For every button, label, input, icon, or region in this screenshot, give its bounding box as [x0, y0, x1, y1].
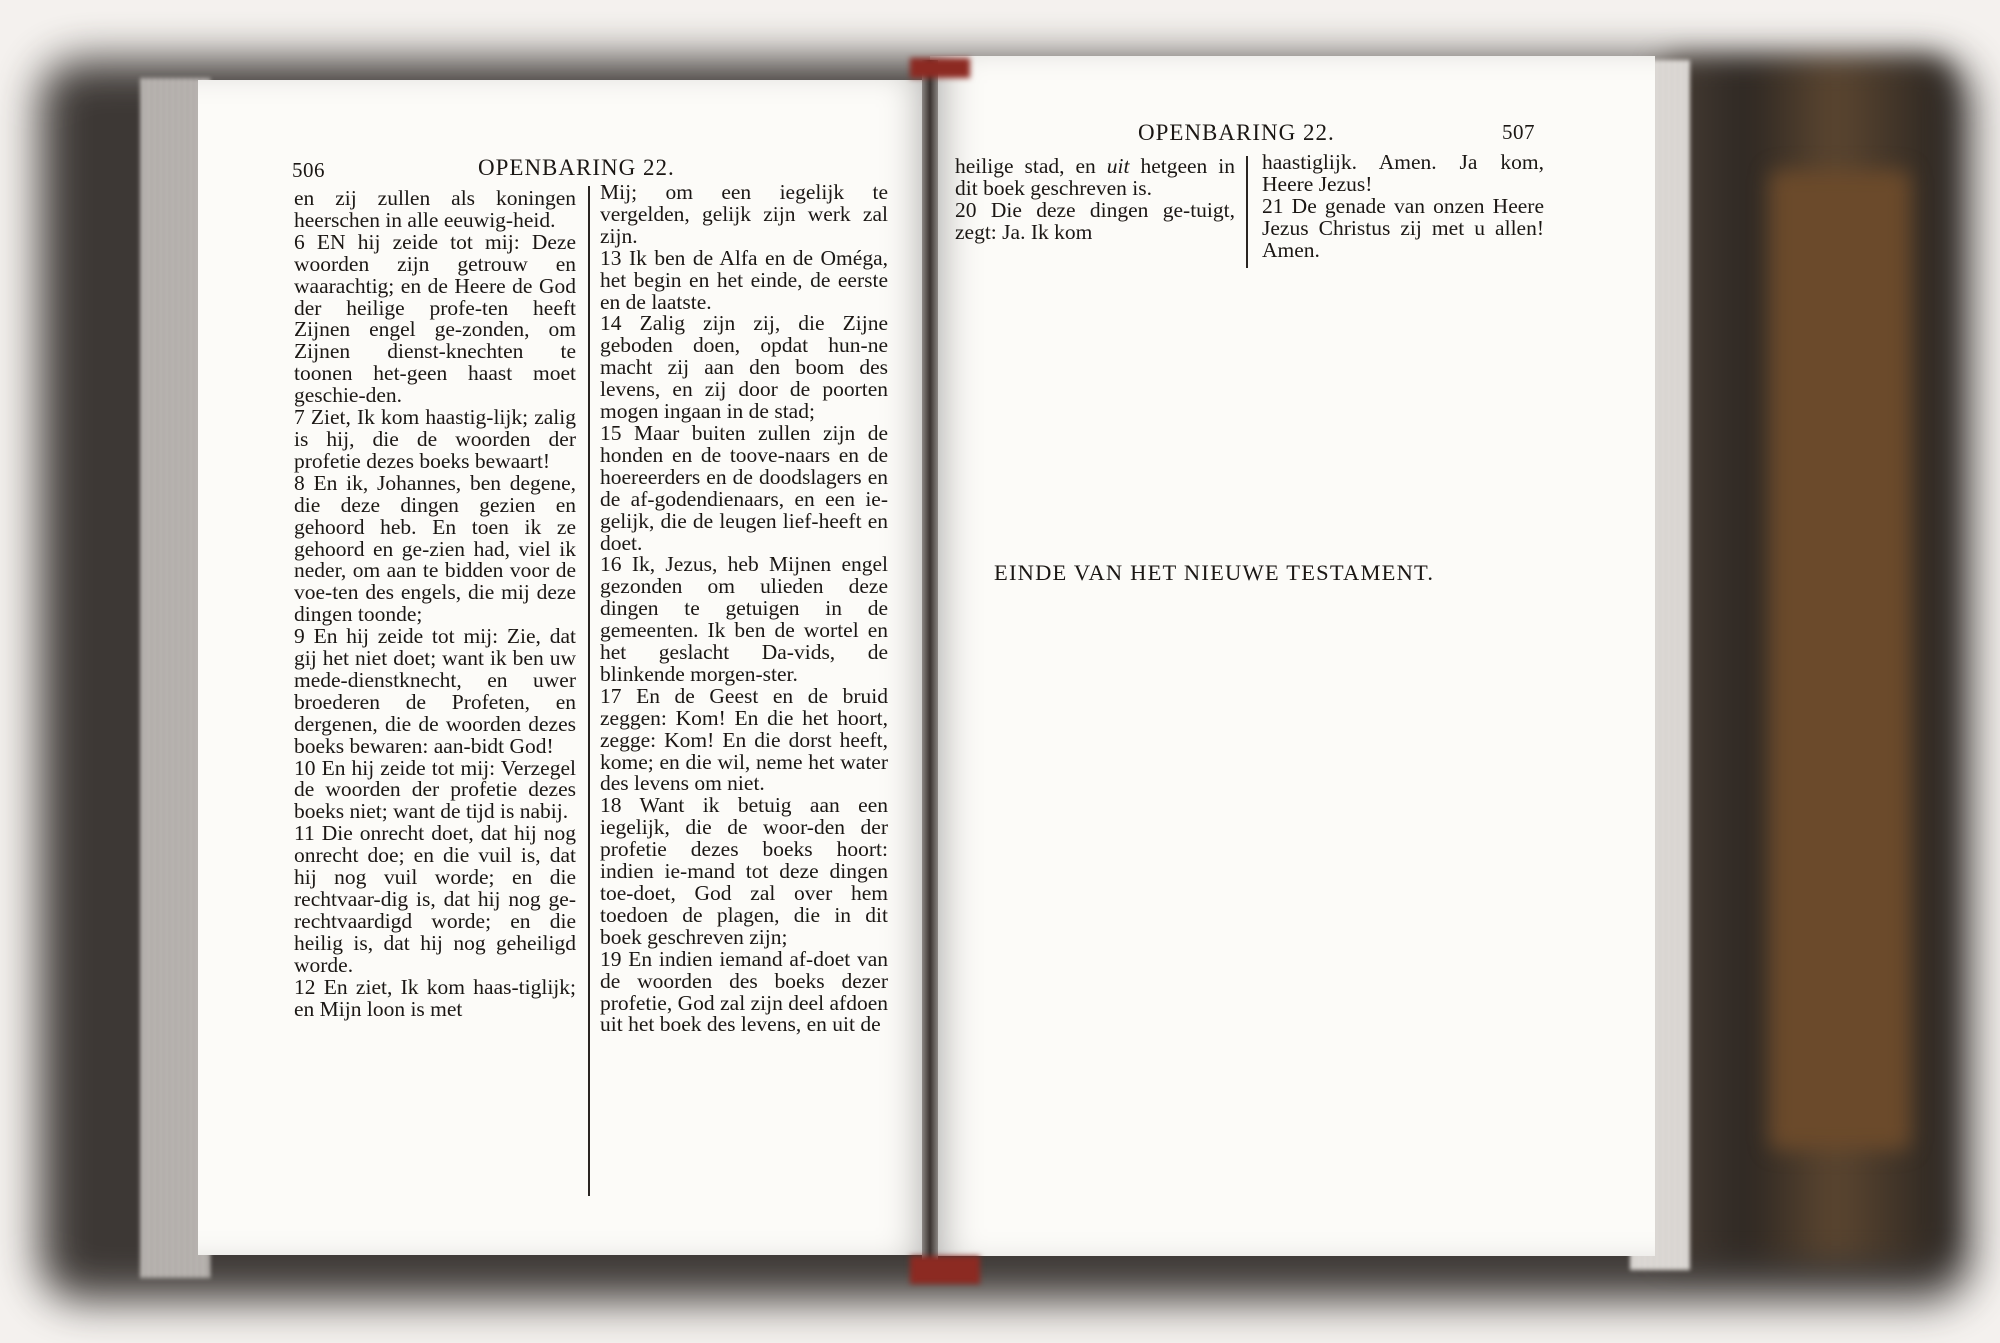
- running-head-right: OPENBARING 22.: [1138, 120, 1335, 145]
- verse-text: heilige stad, en uit hetgeen in dit boek geschreven is.: [955, 154, 1236, 200]
- verse-8: 8 En ik, Johannes, ben degene, die deze dingen gezien en gehoord heb. En toen ik ze gehoord en ge-zien had, viel ik neder, om aan te bidden voor de voe-ten des engels, die mij deze dingen toonde;: [294, 470, 576, 627]
- verse-15: 15 Maar buiten zullen zijn de honden en de toove-naars en de hoereerders en de doodslagers en de af-godendienaars, en een ie-gelijk, die de leugen lief-heeft en doet.: [600, 420, 888, 555]
- left-page-column-2: [600, 182, 888, 1036]
- bookmark-ribbon-bottom: [910, 1256, 980, 1284]
- left-page-column-1: [294, 188, 576, 1020]
- verse-21: 21 De genade van onzen Heere Jezus Christus zij met u allen! Amen.: [1262, 193, 1544, 262]
- column-rule-right: [1246, 156, 1248, 268]
- verse-19: 19 En indien iemand af-doet van de woorden des boeks dezer profetie, God zal zijn deel afdoen uit het boek des levens, en uit de: [600, 946, 888, 1037]
- verse-20: 20 Die deze dingen ge-tuigt, zegt: Ja. Ik kom: [955, 197, 1235, 244]
- page-number-right: 507: [1502, 120, 1535, 144]
- verse-13: 13 Ik ben de Alfa en de Oméga, het begin en het einde, de eerste en de laatste.: [600, 245, 888, 314]
- verse-18: 18 Want ik betuig aan een iegelijk, die de woor-den der profetie dezes boeks hoort: indien ie-mand tot deze dingen toe-doet, God zal over hem toedoen de plagen, die in dit boek geschreven zijn;: [600, 793, 888, 949]
- verse-7: 7 Ziet, Ik kom haastig-lijk; zalig is hij, die de woorden der profetie dezes boeks bewaart!: [294, 405, 576, 473]
- verse-text: haastiglijk. Amen. Ja kom, Heere Jezus!: [1262, 150, 1544, 196]
- page-number-left: 506: [292, 158, 325, 182]
- verse-16: 16 Ik, Jezus, heb Mijnen engel gezonden om ulieden deze dingen te getuigen in de gemeenten. Ik ben de wortel en het geslacht Da-vids, de blinkende morgen-ster.: [600, 552, 888, 686]
- verse-11: 11 Die onrecht doet, dat hij nog onrecht doe; en die vuil is, dat hij nog vuil worde; en die rechtvaar-dig is, dat hij nog ge-rechtvaardigd worde; en die heilig is, dat hij nog geheiligd worde.: [294, 821, 576, 977]
- verse-9: 9 En hij zeide tot mij: Zie, dat gij het niet doet; want ik ben uw mede-dienstknecht, en uwer broederen de Profeten, en dergenen, die de woorden dezes boeks bewaren: aan-bidt God!: [294, 624, 576, 758]
- book-gutter: [922, 60, 938, 1260]
- bookmark-ribbon-top: [910, 58, 970, 78]
- column-rule-left: [588, 186, 590, 1196]
- verse-text: Mij; om een iegelijk te vergelden, gelijk zijn werk zal zijn.: [600, 180, 888, 248]
- verse-14: 14 Zalig zijn zij, die Zijne geboden doen, opdat hun-ne macht zij aan den boom des levens, en zij door de poorten mogen ingaan in de stad;: [600, 311, 888, 424]
- verse-12: 12 En ziet, Ik kom haas-tiglijk; en Mijn loon is met: [294, 974, 576, 1021]
- running-head-left: OPENBARING 22.: [478, 155, 675, 180]
- verse-text: en zij zullen als koningen heerschen in alle eeuwig-heid.: [294, 186, 576, 232]
- verse-17: 17 En de Geest en de bruid zeggen: Kom! En die het hoort, zegge: Kom! En die dorst heeft, kome; en die wil, neme het water des levens om niet.: [600, 683, 888, 796]
- book-cover-inset: [1770, 170, 1910, 1150]
- right-page-column-1: [955, 156, 1235, 244]
- right-page-column-2: [1262, 152, 1544, 262]
- verse-10: 10 En hij zeide tot mij: Verzegel de woorden der profetie dezes boeks niet; want de tijd is nabij.: [294, 755, 576, 824]
- end-of-testament-note: EINDE VAN HET NIEUWE TESTAMENT.: [994, 560, 1435, 585]
- verse-6: 6 EN hij zeide tot mij: Deze woorden zijn getrouw en waarachtig; en de Heere de God der heilige profe-ten heeft Zijnen engel ge-zonden, om Zijnen dienst-knechten te toonen het-geen haast moet geschie-den.: [294, 229, 576, 408]
